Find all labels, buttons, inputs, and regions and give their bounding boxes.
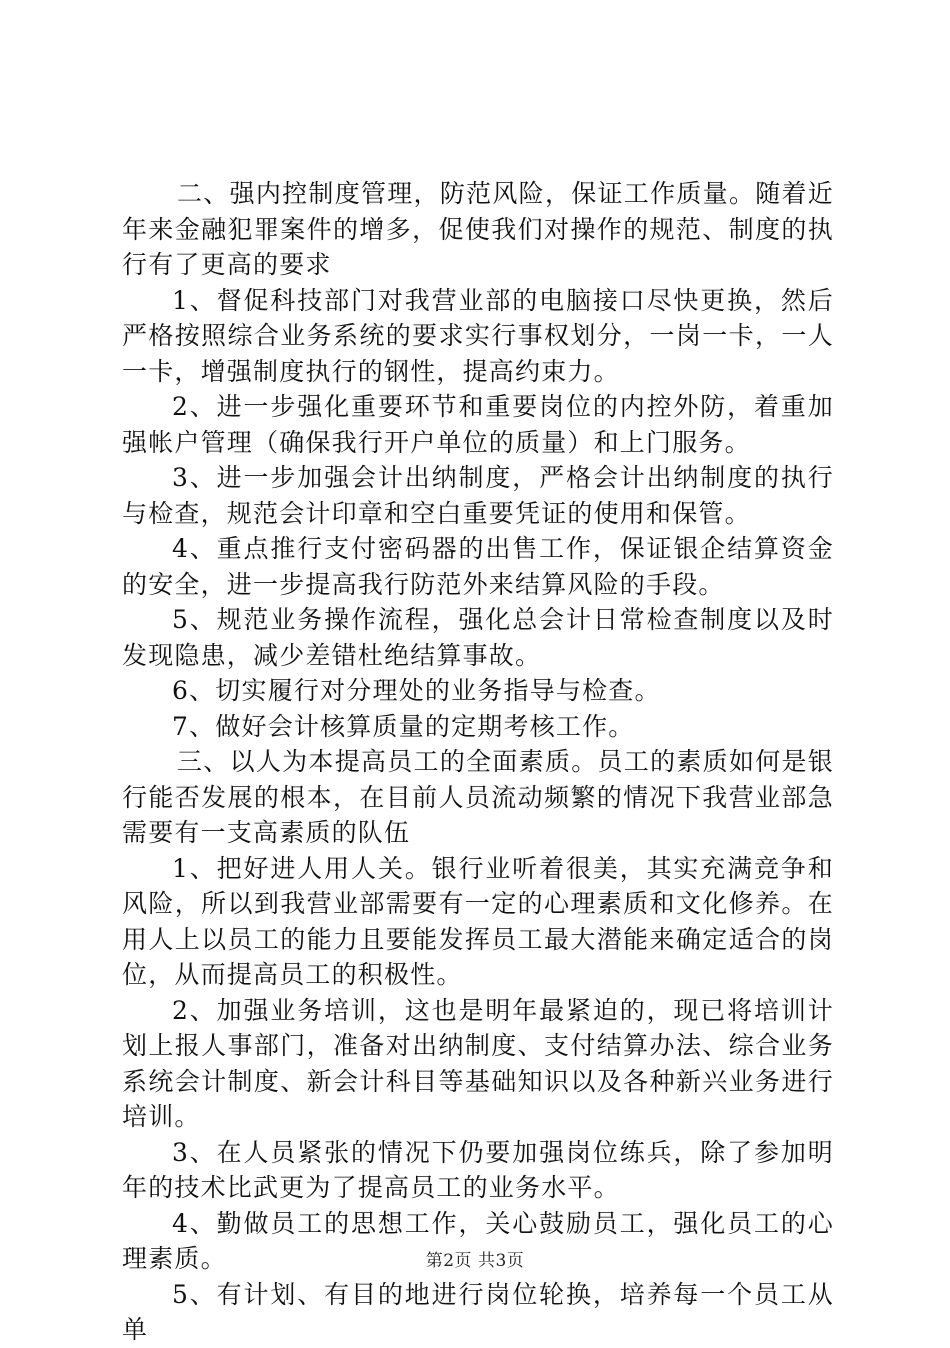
page-footer: 第2页 共3页: [425, 1251, 525, 1271]
section-heading-three: 三、以人为本提高员工的全面素质。员工的素质如何是银行能否发展的根本，在目前人员流动频繁的情况下我营业部急需要有一支高素质的队伍: [122, 747, 834, 847]
list-item: 6、切实履行对分理处的业务指导与检查。: [172, 676, 661, 705]
section-heading-two: 二、强内控制度管理，防范风险，保证工作质量。随着近年来金融犯罪案件的增多，促使我们对操作的规范、制度的执行有了更高的要求: [122, 179, 834, 279]
list-item: 1、把好进人用人关。银行业听着很美，其实充满竞争和风险，所以到我营业部需要有一定的心理素质和文化修养。在用人上以员工的能力且要能发挥员工最大潜能来确定适合的岗位，从而提高员工的积极性。: [122, 853, 834, 989]
list-item: 3、进一步加强会计出纳制度，严格会计出纳制度的执行与检查，规范会计印章和空白重要凭证的使用和保管。: [122, 463, 834, 528]
list-item: 4、勤做员工的思想工作，关心鼓励员工，强化员工的心理素质。: [122, 1208, 834, 1273]
list-item: 1、督促科技部门对我营业部的电脑接口尽快更换，然后严格按照综合业务系统的要求实行事权划分，一岗一卡，一人一卡，增强制度执行的钢性，提高约束力。: [122, 285, 834, 386]
list-item: 2、进一步强化重要环节和重要岗位的内控外防，着重加强帐户管理（确保我行开户单位的质量）和上门服务。: [122, 392, 834, 457]
list-item: 4、重点推行支付密码器的出售工作，保证银企结算资金的安全，进一步提高我行防范外来结算风险的手段。: [122, 534, 834, 599]
list-item: 7、做好会计核算质量的定期考核工作。: [172, 711, 635, 741]
list-item: 2、加强业务培训，这也是明年最紧迫的，现已将培训计划上报人事部门，准备对出纳制度、支付结算办法、综合业务系统会计制度、新会计科目等基础知识以及各种新兴业务进行培训。: [122, 995, 834, 1131]
list-item: 5、规范业务操作流程，强化总会计日常检查制度以及时发现隐患，减少差错杜绝结算事故。: [122, 605, 834, 670]
list-item: 3、在人员紧张的情况下仍要加强岗位练兵，除了参加明年的技术比武更为了提高员工的业务水平。: [122, 1137, 834, 1202]
list-item: 5、有计划、有目的地进行岗位轮换，培养每一个员工从单: [122, 1279, 834, 1344]
document-body: [122, 176, 834, 1348]
